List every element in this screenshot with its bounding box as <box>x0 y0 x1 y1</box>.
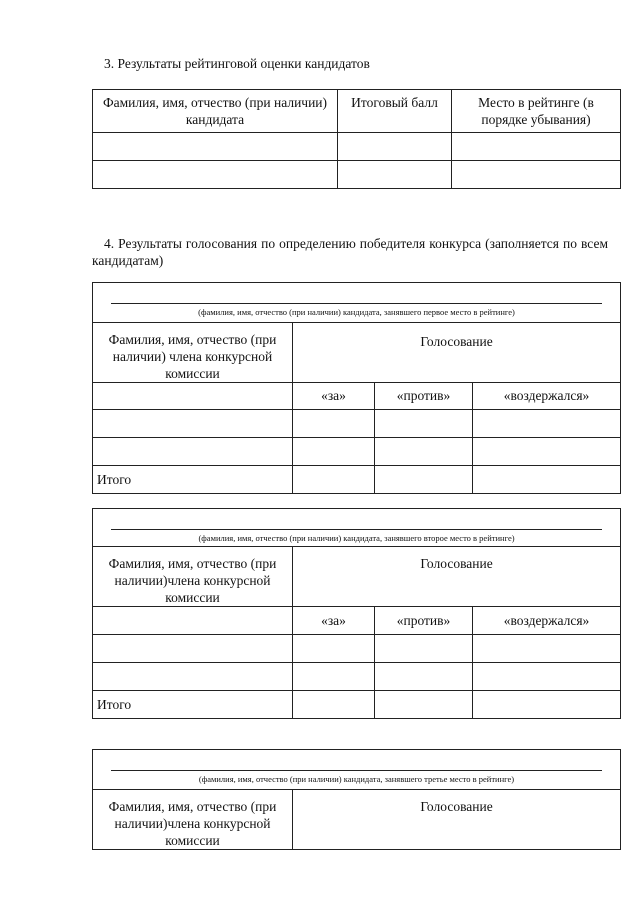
input-cell[interactable] <box>93 410 293 438</box>
candidate-caption: (фамилия, имя, отчество (при наличии) кандидата, занявшего первое место в рейтинге) <box>198 307 515 317</box>
section4-heading: 4. Результаты голосования по определению победителя конкурса (заполняется по всем кандидатам) <box>92 236 608 268</box>
header-row <box>93 547 621 607</box>
table-row <box>93 133 621 161</box>
table-row <box>93 635 621 663</box>
input-cell[interactable] <box>473 438 621 466</box>
vote-against-header: «против» <box>375 383 473 410</box>
voting-column-header: Голосование <box>293 790 621 850</box>
input-cell[interactable] <box>293 663 375 691</box>
candidate-row <box>93 509 621 547</box>
input-cell[interactable] <box>93 438 293 466</box>
member-name-column-header: Фамилия, имя, отчество (при наличии) члена конкурсной комиссии <box>93 323 293 383</box>
input-cell[interactable] <box>293 635 375 663</box>
table-row <box>93 438 621 466</box>
voting-table-second-place <box>92 508 621 719</box>
input-cell[interactable] <box>375 691 473 719</box>
input-cell[interactable] <box>473 410 621 438</box>
total-label: Итого <box>93 691 293 719</box>
input-cell[interactable] <box>473 635 621 663</box>
candidate-name-line <box>111 768 602 771</box>
input-cell[interactable] <box>375 663 473 691</box>
vote-abstain-header: «воздержался» <box>473 607 621 635</box>
total-score-column-header: Итоговый балл <box>338 90 452 133</box>
input-cell[interactable] <box>375 466 473 494</box>
candidate-caption: (фамилия, имя, отчество (при наличии) кандидата, занявшего второе место в рейтинге) <box>198 533 515 543</box>
table-row <box>93 410 621 438</box>
table-row <box>93 663 621 691</box>
input-cell[interactable] <box>338 133 452 161</box>
total-label: Итого <box>93 466 293 494</box>
input-cell[interactable] <box>93 663 293 691</box>
header-row <box>93 323 621 383</box>
input-cell[interactable] <box>375 635 473 663</box>
candidate-name-column-header: Фамилия, имя, отчество (при наличии) кандидата <box>93 90 338 133</box>
rating-table-header <box>93 90 621 133</box>
candidate-row <box>93 750 621 790</box>
input-cell[interactable] <box>93 607 293 635</box>
voting-column-header: Голосование <box>293 547 621 607</box>
voting-column-header: Голосование <box>293 323 621 383</box>
input-cell[interactable] <box>473 663 621 691</box>
vote-abstain-header: «воздержался» <box>473 383 621 410</box>
input-cell[interactable] <box>93 635 293 663</box>
input-cell[interactable] <box>338 161 452 189</box>
candidate-caption: (фамилия, имя, отчество (при наличии) кандидата, занявшего третье место в рейтинге) <box>198 774 515 784</box>
votes-header-row <box>93 383 621 410</box>
candidate-name-field[interactable] <box>93 509 621 547</box>
vote-for-header: «за» <box>293 607 375 635</box>
votes-header-row <box>93 607 621 635</box>
member-name-column-header: Фамилия, имя, отчество (при наличии)члена конкурсной комиссии <box>93 790 293 850</box>
rating-place-column-header: Место в рейтинге (в порядке убывания) <box>452 90 621 133</box>
total-row <box>93 691 621 719</box>
input-cell[interactable] <box>375 438 473 466</box>
input-cell[interactable] <box>93 383 293 410</box>
section3-heading: 3. Результаты рейтинговой оценки кандидатов <box>104 56 370 71</box>
input-cell[interactable] <box>293 410 375 438</box>
input-cell[interactable] <box>293 691 375 719</box>
input-cell[interactable] <box>452 161 621 189</box>
candidate-name-field[interactable] <box>93 283 621 323</box>
input-cell[interactable] <box>93 133 338 161</box>
voting-table-first-place <box>92 282 621 494</box>
total-row <box>93 466 621 494</box>
input-cell[interactable] <box>93 161 338 189</box>
rating-table <box>92 89 621 189</box>
voting-table-third-place <box>92 749 621 850</box>
vote-for-header: «за» <box>293 383 375 410</box>
input-cell[interactable] <box>473 691 621 719</box>
input-cell[interactable] <box>293 438 375 466</box>
candidate-row <box>93 283 621 323</box>
input-cell[interactable] <box>375 410 473 438</box>
input-cell[interactable] <box>473 466 621 494</box>
input-cell[interactable] <box>452 133 621 161</box>
table-row <box>93 161 621 189</box>
input-cell[interactable] <box>293 466 375 494</box>
header-row <box>93 790 621 850</box>
member-name-column-header: Фамилия, имя, отчество (при наличии)члена конкурсной комиссии <box>93 547 293 607</box>
candidate-name-field[interactable] <box>93 750 621 790</box>
vote-against-header: «против» <box>375 607 473 635</box>
candidate-name-line <box>111 301 602 304</box>
candidate-name-line <box>111 527 602 530</box>
